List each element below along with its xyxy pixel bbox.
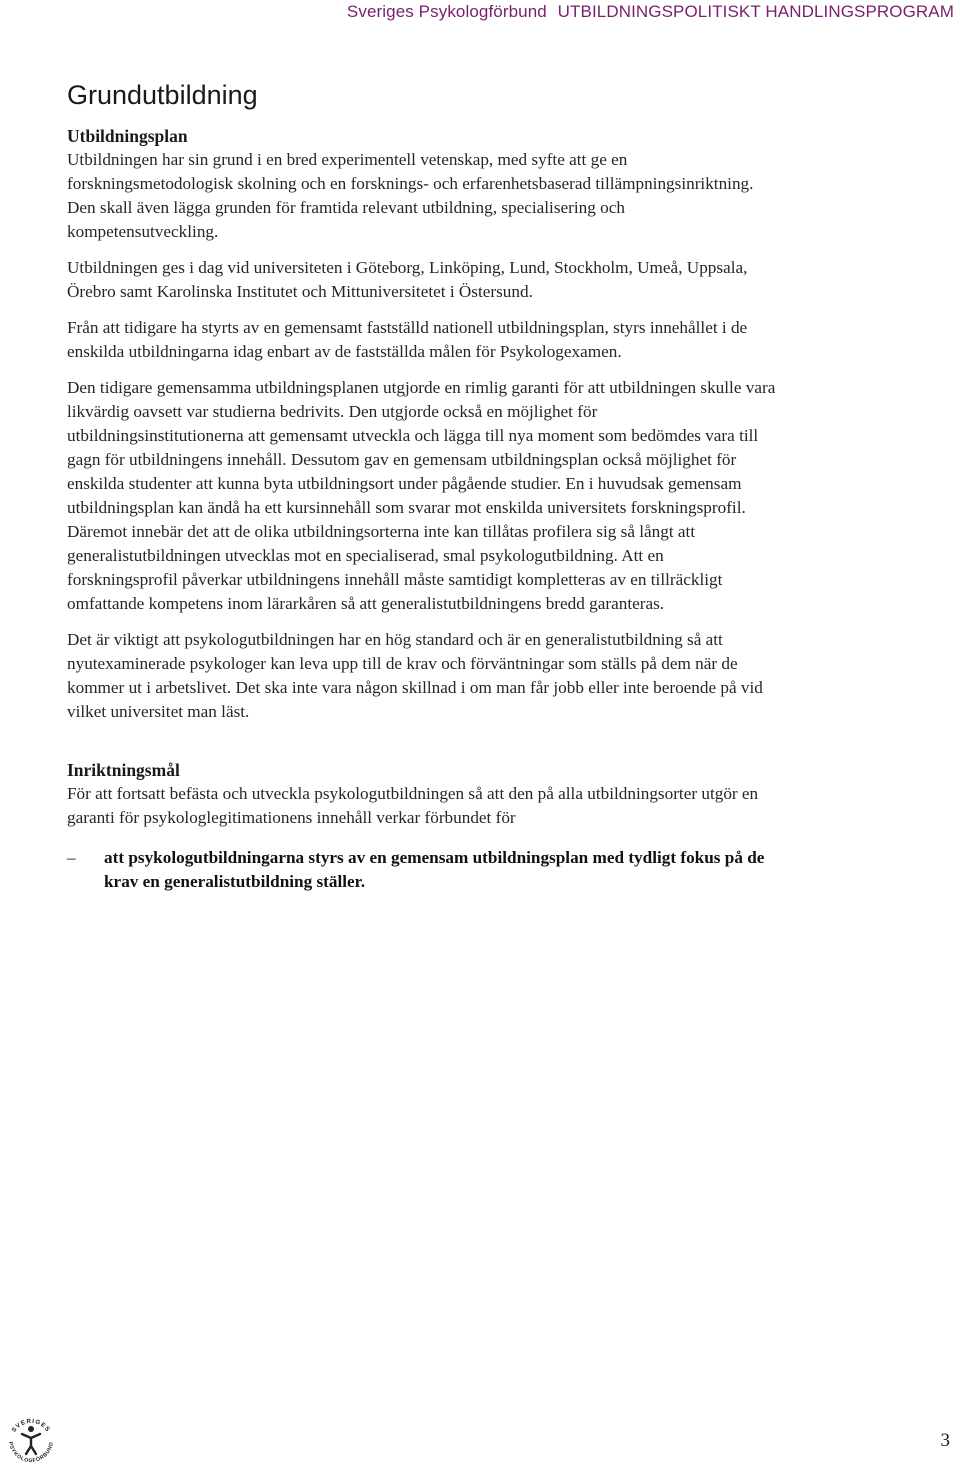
- paragraph: För att fortsatt befästa och utveckla psykologutbildningen så att den på alla utbildningsorter utgör en garanti för psykologlegitimationens innehåll verkar förbundet för: [67, 784, 759, 827]
- psykologforbund-logo-icon: [4, 1412, 58, 1466]
- paragraph: Det är viktigt att psykologutbildningen har en hög standard och är en generalistutbildning så att nyutexaminerade psykologer kan leva upp till de krav och förväntningar som ställs på dem när de kommer ut i arbetslivet. Det ska inte vara någon skillnad i om man får jobb eller inte beroende på vid vilket universitet man läst.: [67, 630, 763, 721]
- paragraph: Utbildningen ges i dag vid universiteten i Göteborg, Linköping, Lund, Stockholm, Umeå, Uppsala, Örebro samt Karolinska Institutet och Mittuniversitetet i Östersund.: [67, 258, 748, 301]
- svg-text:SVERIGES: SVERIGES: [10, 1417, 52, 1434]
- paragraph: Den tidigare gemensamma utbildningsplanen utgjorde en rimlig garanti för att utbildningen skulle vara likvärdig oavsett var studierna bedrivits. Den utgjorde också en möjlighet för utbildningsinstitutionerna att gemensamt utveckla och lägga till nya moment som bedömdes vara till gagn för utbildningens innehåll. Dessutom gav en gemensam utbildningsplan också möjlighet för enskilda studenter att kunna byta utbildningsort under pågående studier. En i huvudsak gemensam utbildningsplan kan ändå ha ett kursinnehåll som svarar mot enskilda universitets forskningsprofil. Däremot innebär det att de olika utbildningsorterna inte kan tillåtas profilera sig så långt att generalistutbildningen utvecklas mot en specialiserad, smal psykologutbildning. Att en forskningsprofil påverkar utbildningens innehåll måste samtidigt kompletteras av en tillräckligt omfattande kompetens inom lärarkåren så att generalistutbildningens bredd garanteras.: [67, 378, 776, 613]
- paragraph: Från att tidigare ha styrts av en gemensamt fastställd nationell utbildningsplan, styrs innehållet i de enskilda utbildningarna idag enbart av de fastställda målen för Psykologexamen.: [67, 318, 748, 361]
- header-org: Sveriges Psykologförbund: [346, 2, 547, 21]
- svg-text:PSYKOLOGFÖRBUND: PSYKOLOGFÖRBUND: [7, 1441, 55, 1465]
- paragraph: Utbildningen har sin grund i en bred experimentell vetenskap, med syfte att ge en forskningsmetodologisk skolning och en forsknings- och erfarenhetsbaserad tillämpningsinriktning. Den skall även lägga grunden för framtida relevant utbildning, specialisering och kompetensutveckling.: [67, 150, 754, 241]
- page-number: 3: [940, 1430, 950, 1451]
- bullet-text: att psykologutbildningarna styrs av en gemensam utbildningsplan med tydligt fokus på de krav en generalistutbildning ställer.: [104, 848, 765, 891]
- bullet-dash: –: [67, 848, 76, 867]
- main-content: [67, 78, 777, 894]
- section-heading-inriktningsmal: Inriktningsmål: [67, 760, 180, 780]
- goal-bullet: [67, 846, 777, 894]
- header-program: UTBILDNINGSPOLITISKT HANDLINGSPROGRAM: [557, 2, 954, 21]
- running-header: [347, 2, 954, 22]
- section-heading-utbildningsplan: Utbildningsplan: [67, 126, 188, 146]
- page-title: Grundutbildning: [67, 80, 258, 110]
